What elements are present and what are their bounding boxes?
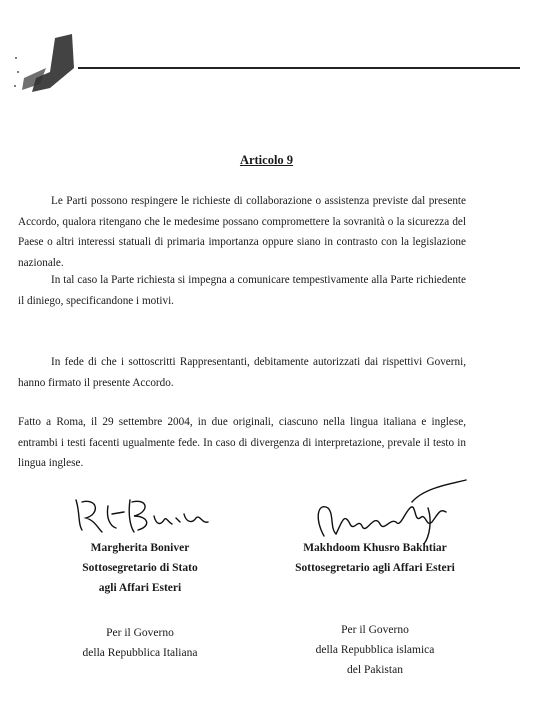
paragraph-4 (18, 412, 466, 474)
signatory-left-title-2: agli Affari Esteri (98, 582, 182, 594)
government-right-line-1: Per il Governo (341, 624, 409, 636)
paragraph-1-text: Le Parti possono respingere le richieste di collaborazione o assistenza previste dal presente Accordo, qualora ritengano che le medesime possano compromettere la sovranità o la sicurezza del Paese o altri interessi statuali di primaria importanza oppure siano in contrasto con la legislazione nazionale. (18, 195, 466, 269)
signatory-right-name: Makhdoom Khusro Bakhtiar (303, 542, 447, 554)
signatory-right-title-1: Sottosegretario agli Affari Esteri (295, 562, 455, 574)
paragraph-1 (18, 191, 466, 273)
government-left-line-1: Per il Governo (106, 627, 174, 639)
paragraph-4-text: Fatto a Roma, il 29 settembre 2004, in due originali, ciascuno nella lingua italiana e inglese, entrambi i testi facenti ugualmente fede. In caso di divergenza di interpretazione, prevale il testo in lingua inglese. (18, 416, 466, 469)
signatory-left (40, 538, 240, 598)
government-right (255, 620, 495, 680)
article-title: Articolo 9 (239, 153, 294, 167)
paragraph-2 (18, 270, 466, 311)
paragraph-2-text: In tal caso la Parte richiesta si impegna a comunicare tempestivamente alla Parte richiedente il diniego, specificandone i motivi. (18, 274, 466, 307)
government-right-line-3: del Pakistan (347, 664, 403, 676)
signature-left-icon (68, 492, 218, 537)
signatory-left-title-1: Sottosegretario di Stato (82, 562, 198, 574)
signatory-right (255, 538, 495, 578)
government-left-line-2: della Repubblica Italiana (82, 647, 198, 659)
signatory-left-name: Margherita Boniver (90, 542, 190, 554)
paragraph-3-text: In fede di che i sottoscritti Rappresentanti, debitamente autorizzati dai rispettivi Governi, hanno firmato il presente Accordo. (18, 356, 466, 389)
government-left (40, 623, 240, 663)
government-right-line-2: della Repubblica islamica (315, 644, 435, 656)
header-rule (78, 67, 520, 69)
paragraph-3 (18, 352, 466, 393)
